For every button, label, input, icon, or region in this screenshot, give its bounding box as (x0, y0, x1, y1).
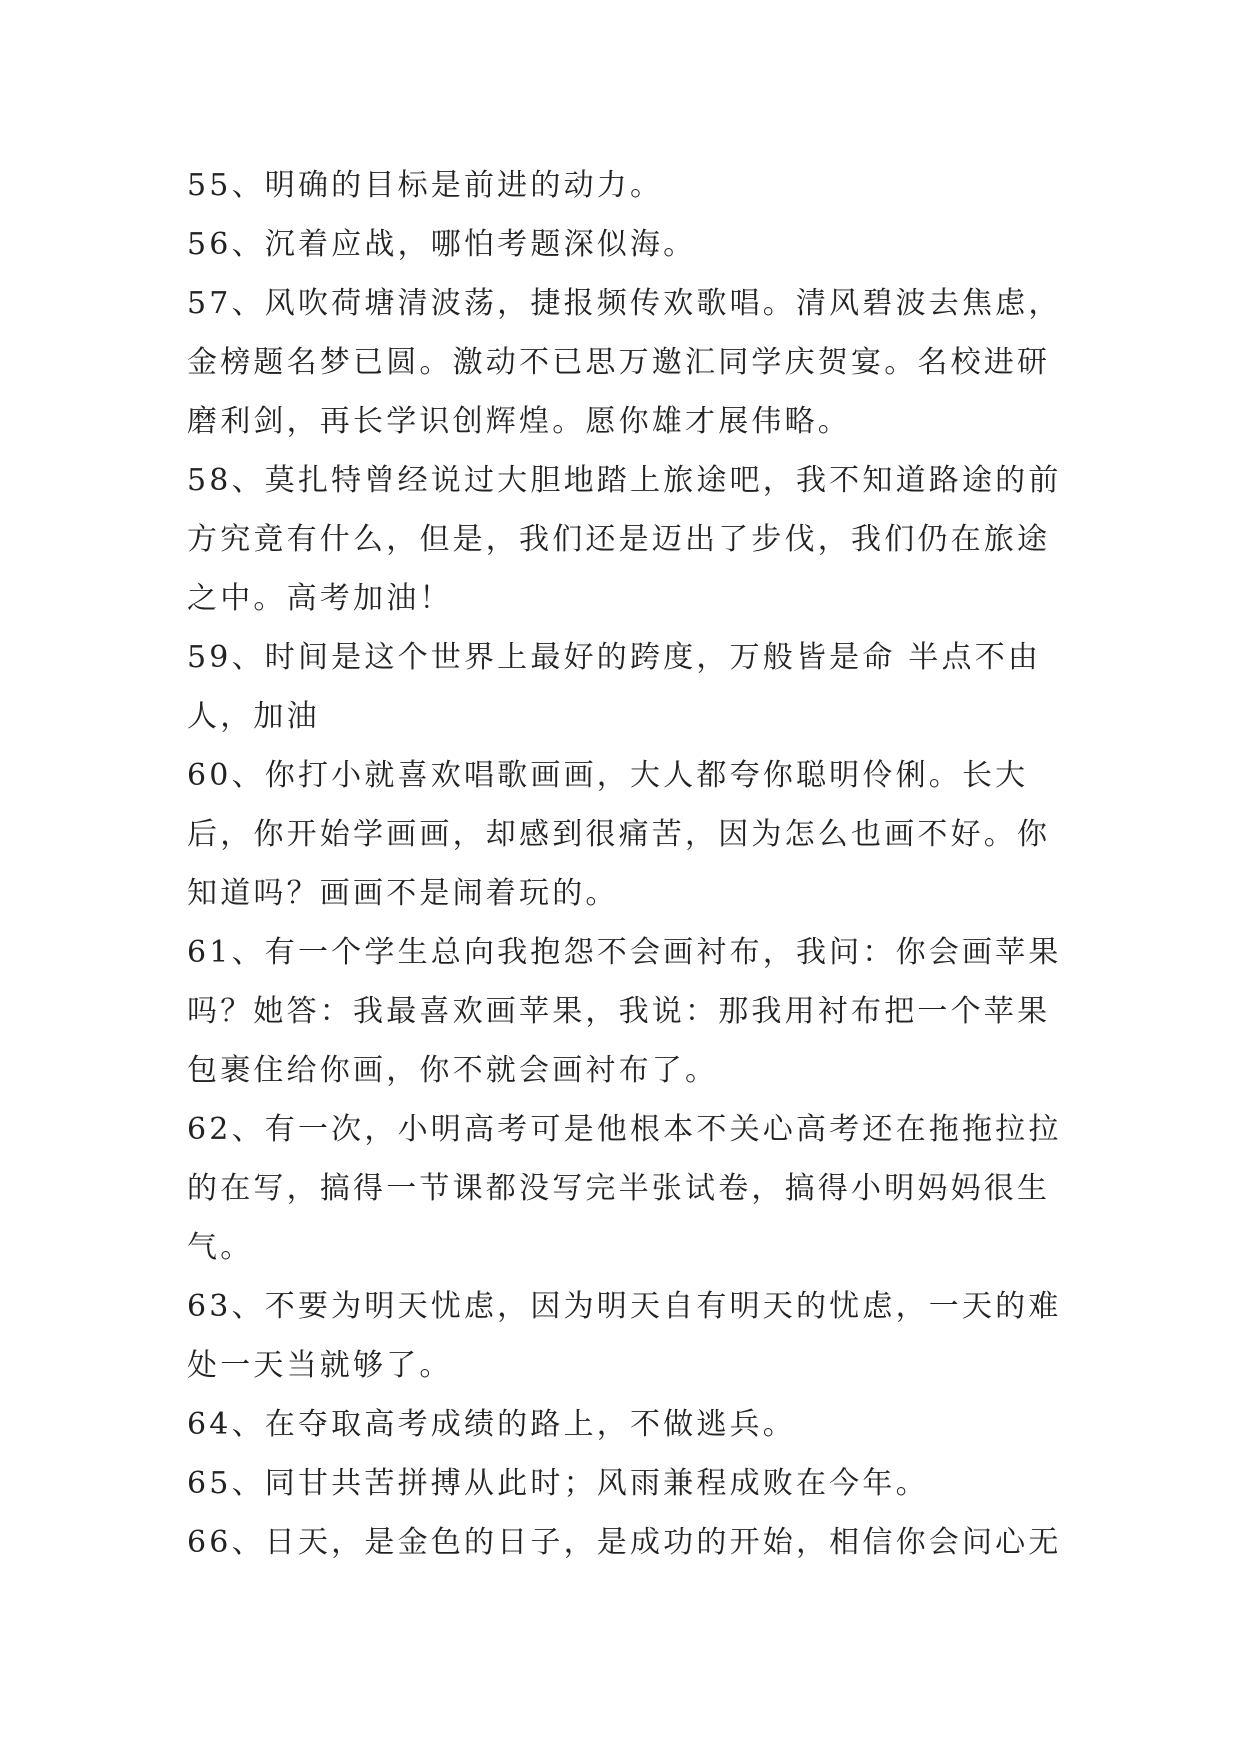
list-item: 58、莫扎特曾经说过大胆地踏上旅途吧，我不知道路途的前方究竟有什么，但是，我们还是迈出了步伐，我们仍在旅途之中。高考加油！ (187, 463, 1062, 616)
list-item: 65、同甘共苦拼搏从此时；风雨兼程成败在今年。 (187, 1466, 929, 1501)
list-item: 61、有一个学生总向我抱怨不会画衬布，我问：你会画苹果吗？她答：我最喜欢画苹果，我说：那我用衬布把一个苹果包裹住给你画，你不就会画衬布了。 (187, 935, 1062, 1088)
list-item: 56、沉着应战，哪怕考题深似海。 (187, 227, 697, 262)
list-item: 60、你打小就喜欢唱歌画画，大人都夸你聪明伶俐。长大后，你开始学画画，却感到很痛苦，因为怎么也画不好。你知道吗？画画不是闹着玩的。 (187, 758, 1051, 911)
list-item: 55、明确的目标是前进的动力。 (187, 168, 664, 203)
list-item: 62、有一次，小明高考可是他根本不关心高考还在拖拖拉拉的在写，搞得一节课都没写完半张试卷，搞得小明妈妈很生气。 (187, 1112, 1062, 1265)
list-item: 64、在夺取高考成绩的路上，不做逃兵。 (187, 1407, 796, 1442)
list-item: 63、不要为明天忧虑，因为明天自有明天的忧虑，一天的难处一天当就够了。 (187, 1289, 1062, 1383)
document-body (187, 156, 1067, 1572)
list-item: 57、风吹荷塘清波荡，捷报频传欢歌唱。清风碧波去焦虑，金榜题名梦已圆。激动不已思万邀汇同学庆贺宴。名校进研磨利剑，再长学识创辉煌。愿你雄才展伟略。 (187, 286, 1062, 439)
list-item: 59、时间是这个世界上最好的跨度，万般皆是命 半点不由人，加油 (187, 640, 1042, 734)
list-item: 66、日天，是金色的日子，是成功的开始，相信你会问心无 (187, 1525, 1062, 1560)
